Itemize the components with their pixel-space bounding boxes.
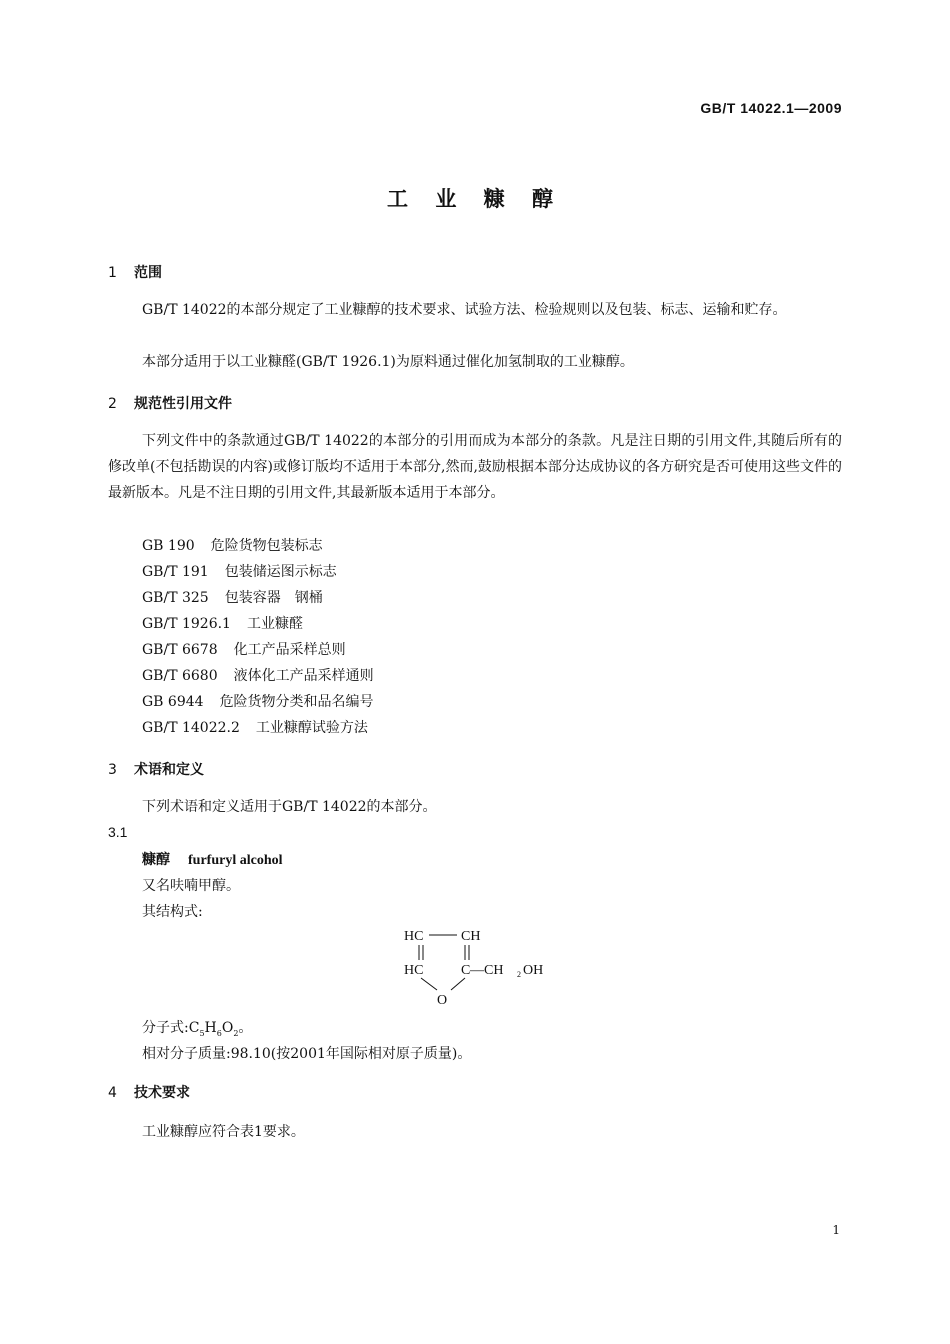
section-1-paragraph-1: GB/T 14022的本部分规定了工业糠醇的技术要求、试验方法、检验规则以及包装、标志、运输和贮存。 [142, 302, 787, 318]
reference-item [142, 535, 323, 555]
reference-item [142, 587, 323, 607]
reference-name: 危险货物包装标志 [210, 538, 323, 554]
reference-name: 化工产品采样总则 [233, 642, 346, 658]
atom-top-right: CH [461, 929, 481, 944]
bond-left-oxygen [421, 978, 437, 990]
term-english: furfuryl alcohol [188, 853, 283, 868]
term-chinese: 糠醇 [142, 852, 170, 868]
reference-name: 危险货物分类和品名编号 [219, 694, 374, 710]
atom-mid-left: HC [404, 963, 424, 978]
atom-mid-right: C [461, 963, 471, 978]
reference-code: GB/T 325 [142, 590, 209, 606]
furan-ring-diagram [395, 920, 565, 1012]
reference-name: 工业糠醛 [246, 616, 303, 632]
reference-item [142, 691, 374, 711]
reference-name: 工业糠醇试验方法 [255, 720, 368, 736]
reference-code: GB 6944 [142, 694, 204, 710]
section-2-heading [108, 393, 232, 413]
section-title: 范围 [134, 265, 162, 281]
substituent-ch: —CH [470, 963, 504, 978]
atom-oxygen: O [437, 993, 448, 1008]
formula-c-count: 5 [199, 1028, 205, 1038]
section-4-paragraph-1: 工业糠醇应符合表1要求。 [142, 1124, 305, 1140]
molecular-formula [142, 1017, 252, 1038]
section-3-paragraph-1: 下列术语和定义适用于GB/T 14022的本部分。 [142, 799, 437, 815]
structure-label: 其结构式: [142, 904, 203, 920]
reference-item [142, 613, 303, 633]
reference-name: 包装容器 钢桶 [224, 590, 323, 606]
formula-end: 。 [238, 1020, 253, 1036]
section-title: 术语和定义 [134, 762, 204, 778]
atom-top-left: HC [404, 929, 424, 944]
section-1-heading [108, 262, 162, 282]
section-2-paragraph-1: 下列文件中的条款通过GB/T 14022的本部分的引用而成为本部分的条款。凡是注日期的引用文件,其随后所有的修改单(不包括勘误的内容)或修订版均不适用于本部分,然而,鼓励根据本部分达成协议的各方研究是否可使用这些文件的最新版本。凡是不注日期的引用文件,其最新版本适用于本部分。 [108, 433, 842, 501]
clause-number: 3.1 [108, 824, 128, 840]
reference-item [142, 665, 374, 685]
term-alias: 又名呋喃甲醇。 [142, 878, 240, 894]
formula-o: O [221, 1020, 234, 1036]
reference-code: GB/T 6678 [142, 642, 218, 658]
section-4-heading [108, 1082, 190, 1102]
formula-c: C [188, 1020, 200, 1036]
page-number: 1 [832, 1223, 840, 1237]
section-title: 规范性引用文件 [134, 396, 232, 412]
substituent-subscript: 2 [517, 970, 521, 979]
reference-item [142, 639, 346, 659]
reference-name: 液体化工产品采样通则 [233, 668, 374, 684]
reference-code: GB/T 191 [142, 564, 209, 580]
section-number: 3 [108, 762, 117, 778]
bond-right-oxygen [451, 978, 465, 990]
document-title: 工 业 糠 醇 [387, 187, 563, 211]
section-3-heading [108, 759, 204, 779]
formula-label: 分子式: [142, 1020, 189, 1036]
standard-code: GB/T 14022.1—2009 [700, 100, 842, 116]
section-number: 4 [108, 1085, 117, 1101]
section-title: 技术要求 [134, 1085, 190, 1101]
section-number: 1 [108, 265, 117, 281]
molecular-mass: 相对分子质量:98.10(按2001年国际相对原子质量)。 [142, 1046, 472, 1062]
reference-code: GB/T 6680 [142, 668, 218, 684]
formula-h-count: 6 [216, 1028, 222, 1038]
formula-o-count: 2 [233, 1028, 239, 1038]
reference-code: GB 190 [142, 538, 195, 554]
reference-name: 包装储运图示标志 [224, 564, 337, 580]
formula-h: H [204, 1020, 217, 1036]
reference-item [142, 717, 368, 737]
reference-code: GB/T 14022.2 [142, 720, 240, 736]
term-entry [142, 849, 283, 869]
reference-item [142, 561, 337, 581]
section-number: 2 [108, 396, 117, 412]
substituent-oh: OH [523, 963, 544, 978]
structural-formula [395, 920, 565, 1012]
reference-code: GB/T 1926.1 [142, 616, 231, 632]
section-1-paragraph-2: 本部分适用于以工业糠醛(GB/T 1926.1)为原料通过催化加氢制取的工业糠醇。 [142, 354, 634, 370]
